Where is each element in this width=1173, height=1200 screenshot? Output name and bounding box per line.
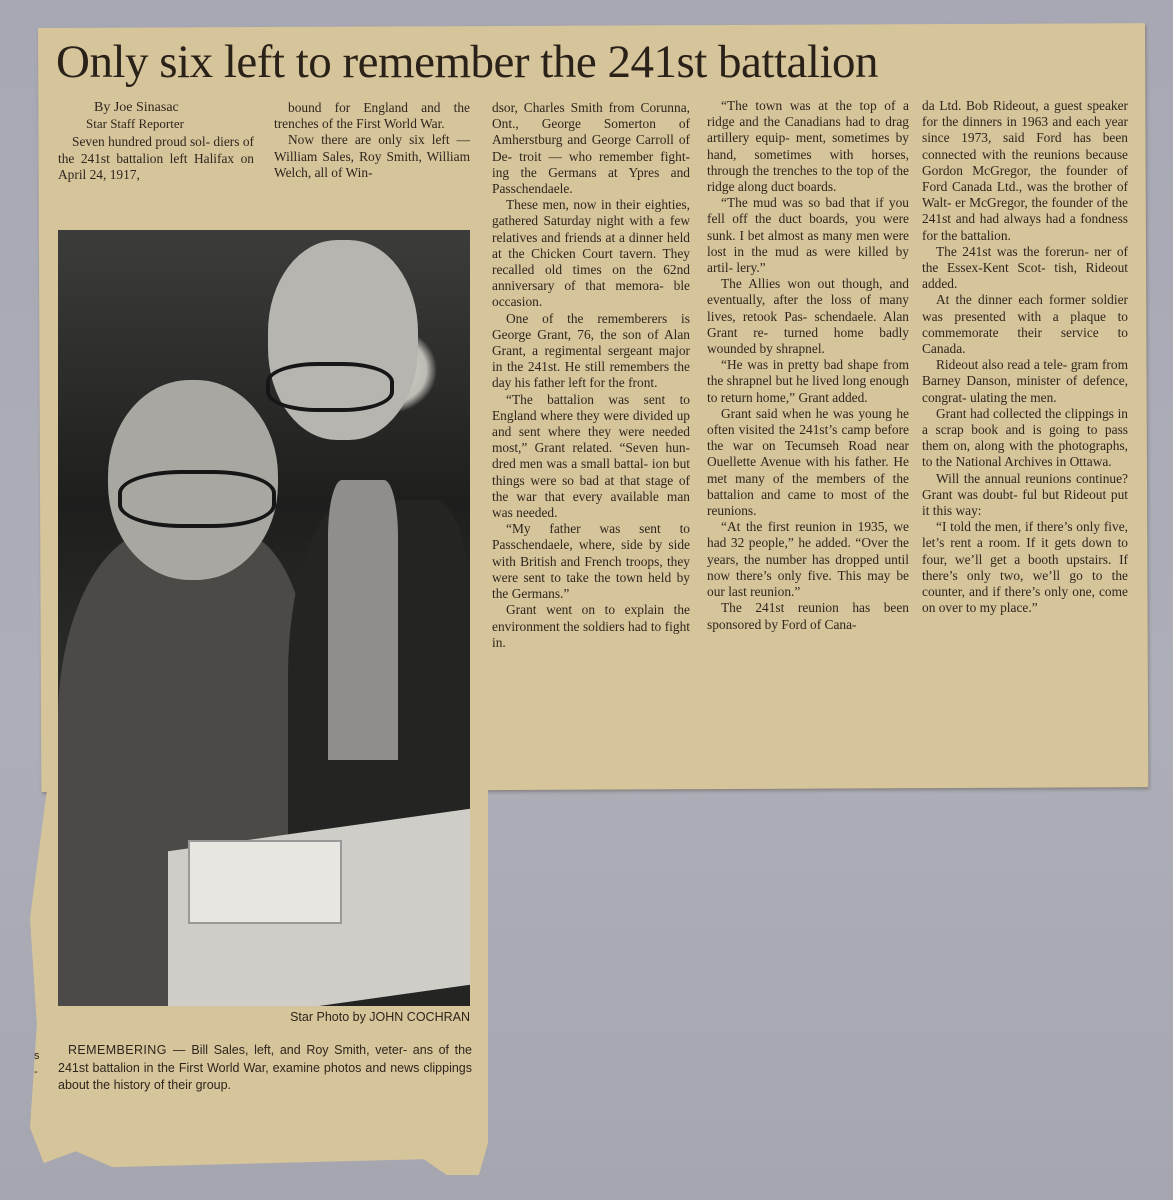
paragraph: bound for England and the trenches of the First World War. [274,100,470,132]
paragraph: “The town was at the top of a ridge and the Canadians had to drag artillery equip- ment, sometimes by hand, sometimes with horses, through the trenches to the top of the ridge along duct boards. [707,98,909,195]
paragraph: “At the first reunion in 1935, we had 32 people,” he added. “Over the years, the number has dropped until now there’s only five. This may be our last reunion.” [707,519,909,600]
article-column-2 [274,100,470,181]
paragraph: Seven hundred proud sol- diers of the 241st battalion left Halifax on April 24, 1917, [58,134,254,182]
caption-text: Bill Sales, left, and Roy Smith, veter- ans of the 241st battalion in the First World War, examine photos and news clippings about the history of their group. [58,1043,472,1092]
photo-caption [58,1042,472,1095]
paragraph: Grant had collected the clippings in a scrap book and is going to pass them on, along with the photographs, to the National Archives in Ottawa. [922,405,1128,470]
paragraph: Now there are only six left — William Sales, Roy Smith, William Welch, all of Win- [274,132,470,180]
staff-reporter-label: Star Staff Reporter [86,116,184,132]
paragraph: Grant went on to explain the environment the soldiers had to fight in. [492,602,690,650]
article-column-1 [58,100,254,183]
article-column-4 [707,98,909,633]
photo-credit: Star Photo by JOHN COCHRAN [290,1010,470,1024]
photo-clipping-card [188,840,342,924]
news-photo [58,230,470,1006]
paragraph: “He was in pretty bad shape from the shrapnel but he lived long enough to return home,” Grant added. [707,357,909,405]
paragraph: “My father was sent to Passchendaele, where, side by side with British and French troops, they were sent to take the town held by the Germans.” [492,521,690,602]
paragraph: At the dinner each former soldier was presented with a plaque to commemorate their service to Canada. [922,292,1128,357]
margin-mark: - [34,1066,38,1078]
article-column-3 [492,100,690,651]
paragraph: These men, now in their eighties, gathered Saturday night with a few relatives and friends at a dinner held at the Chicken Court tavern. They recalled old times on the 62nd anniversary of that memora- ble occasion. [492,197,690,310]
paragraph: The Allies won out though, and eventually, after the loss of many lives, retook Pas- schendaele. Alan Grant re- turned home badly wounded by shrapnel. [707,276,909,357]
paragraph: The 241st reunion has been sponsored by Ford of Cana- [707,600,909,632]
paragraph: Grant said when he was young he often visited the 241st’s camp before the war on Tecumseh Road near Ouellette Avenue with his father. He met many of the members of the battalion and came to most of the reunions. [707,405,909,519]
paragraph: “I told the men, if there’s only five, let’s rent a room. If it gets down to four, we’ll get a booth upstairs. If there’s only two, we’ll go to the counter, and if there’s only one, come on over to my place.” [922,519,1128,616]
paragraph: Will the annual reunions continue? Grant was doubt- ful but Rideout put it this way: [922,470,1128,519]
photo-glasses-right [266,362,394,412]
paragraph: “The mud was so bad that if you fell off the duct boards, you were sunk. I bet almost as many men were lost in the mud as were killed by artil- lery.” [707,195,909,276]
paragraph: dsor, Charles Smith from Corunna, Ont., George Somerton of Amherstburg and George Carroll of De- troit — who remember fight- ing the Germans at Ypres and Passchendaele. [492,100,690,197]
article-column-5 [922,98,1128,617]
photo-shirt [328,480,398,760]
margin-mark: s [34,1050,40,1062]
headline: Only six left to remember the 241st battalion [56,36,879,88]
paragraph: The 241st was the forerun- ner of the Essex-Kent Scot- tish, Rideout added. [922,243,1128,292]
caption-lead: REMEMBERING — [68,1043,186,1057]
paragraph: One of the rememberers is George Grant, 76, the son of Alan Grant, a regimental sergeant major in the 241st. He still remembers the day his father left for the front. [492,310,690,391]
paragraph: Rideout also read a tele- gram from Barney Danson, minister of defence, congrat- ulating the men. [922,357,1128,405]
paragraph: da Ltd. Bob Rideout, a guest speaker for the dinners in 1963 and each year since 1973, said Ford has been connected with the reunions because Gordon McGregor, the founder of Ford Canada Ltd., was the brother of Walt- er McGregor, the founder of the 241st and had always had a fondness for the battalion. [922,98,1128,243]
byline: By Joe Sinasac [94,100,179,115]
photo-glasses-left [118,470,276,528]
paragraph: “The battalion was sent to England where they were divided up and sent where they were needed most,” Grant related. “Seven hun- dred men was a small battal- ion but things were so bad at that stage of the war that every available man was needed. [492,391,690,521]
